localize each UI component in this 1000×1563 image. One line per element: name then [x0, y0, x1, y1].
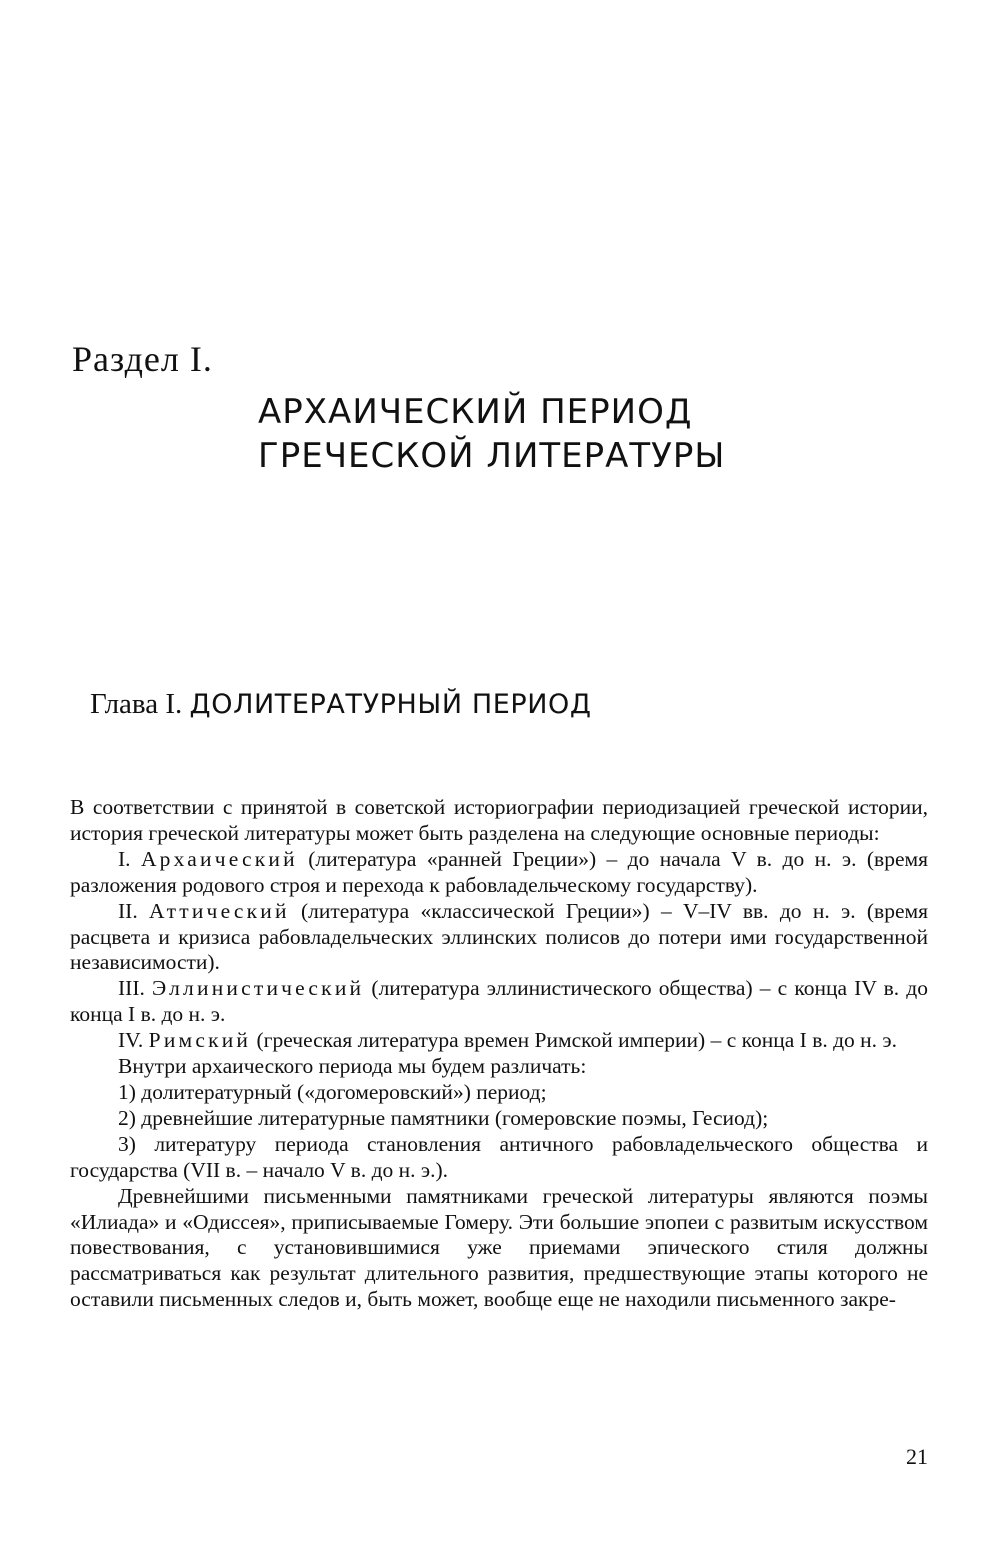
period-3: [70, 976, 928, 1028]
period-4-number: IV.: [118, 1028, 144, 1053]
list-item-3: 3) литературу периода становления античного рабовладельческого общества и государства (VII в. – начало V в. до н. э.).: [70, 1131, 928, 1182]
section-title-line-2: ГРЕЧЕСКОЙ ЛИТЕРАТУРЫ: [258, 436, 726, 476]
section-label: Раздел I.: [72, 339, 213, 379]
list-item-1: 1) долитературный («догомеровский») период;: [118, 1079, 547, 1104]
period-1: [70, 847, 928, 899]
section-title-line-1: АРХАИЧЕСКИЙ ПЕРИОД: [258, 392, 693, 432]
page-number: 21: [906, 1444, 928, 1469]
chapter-title: ДОЛИТЕРАТУРНЫЙ ПЕРИОД: [189, 689, 592, 720]
period-3-text: (литература эллинистического общества) – с конца IV в. до конца I в. до н. э.: [70, 976, 928, 1027]
period-2-term: Аттический: [149, 898, 290, 923]
period-3-term: Эллинистический: [152, 976, 365, 1001]
period-1-term: Архаический: [140, 846, 298, 871]
paragraph-intro: В соответствии с принятой в советской историографии периодизацией греческой истории, история греческой литературы может быть разделена на следующие основные периоды:: [70, 795, 928, 845]
paragraph-inside: Внутри архаического периода мы будем различать:: [118, 1054, 587, 1079]
list-item-2: 2) древнейшие литературные памятники (гомеровские поэмы, Гесиод);: [118, 1105, 769, 1130]
period-2: [70, 899, 928, 977]
period-4-term: Римский: [148, 1028, 252, 1053]
section-title: [258, 390, 725, 478]
chapter-prefix: Глава I.: [90, 688, 183, 720]
period-3-number: III.: [118, 976, 145, 1001]
period-4: [70, 1028, 928, 1054]
period-1-text: (литература «ранней Греции») – до начала V в. до н. э. (время разложения родового строя и перехода к рабовладельческому государству).: [70, 846, 928, 897]
period-4-text: (греческая литература времен Римской империи) – с конца I в. до н. э.: [256, 1028, 898, 1053]
paragraph-homer: Древнейшими письменными памятниками греческой литературы являются поэмы «Илиада» и «Одиссея», приписываемые Гомеру. Эти большие эпопеи с развитым искусством повествования, с установившимися уже приемами эпического стиля должны рассматриваться как результат длительного развития, предшествующие этапы которого не оставили письменных следов и, быть может, вообще еще не находили письменного закре-: [70, 1183, 928, 1312]
period-2-text: (литература «классической Греции») – V–IV вв. до н. э. (время расцвета и кризиса рабовладельческих эллинских полисов до потери ими государственной независимости).: [70, 898, 928, 975]
period-1-number: I.: [118, 846, 131, 871]
chapter-heading: [90, 688, 592, 721]
body-text: [70, 795, 928, 1313]
period-2-number: II.: [118, 898, 138, 923]
